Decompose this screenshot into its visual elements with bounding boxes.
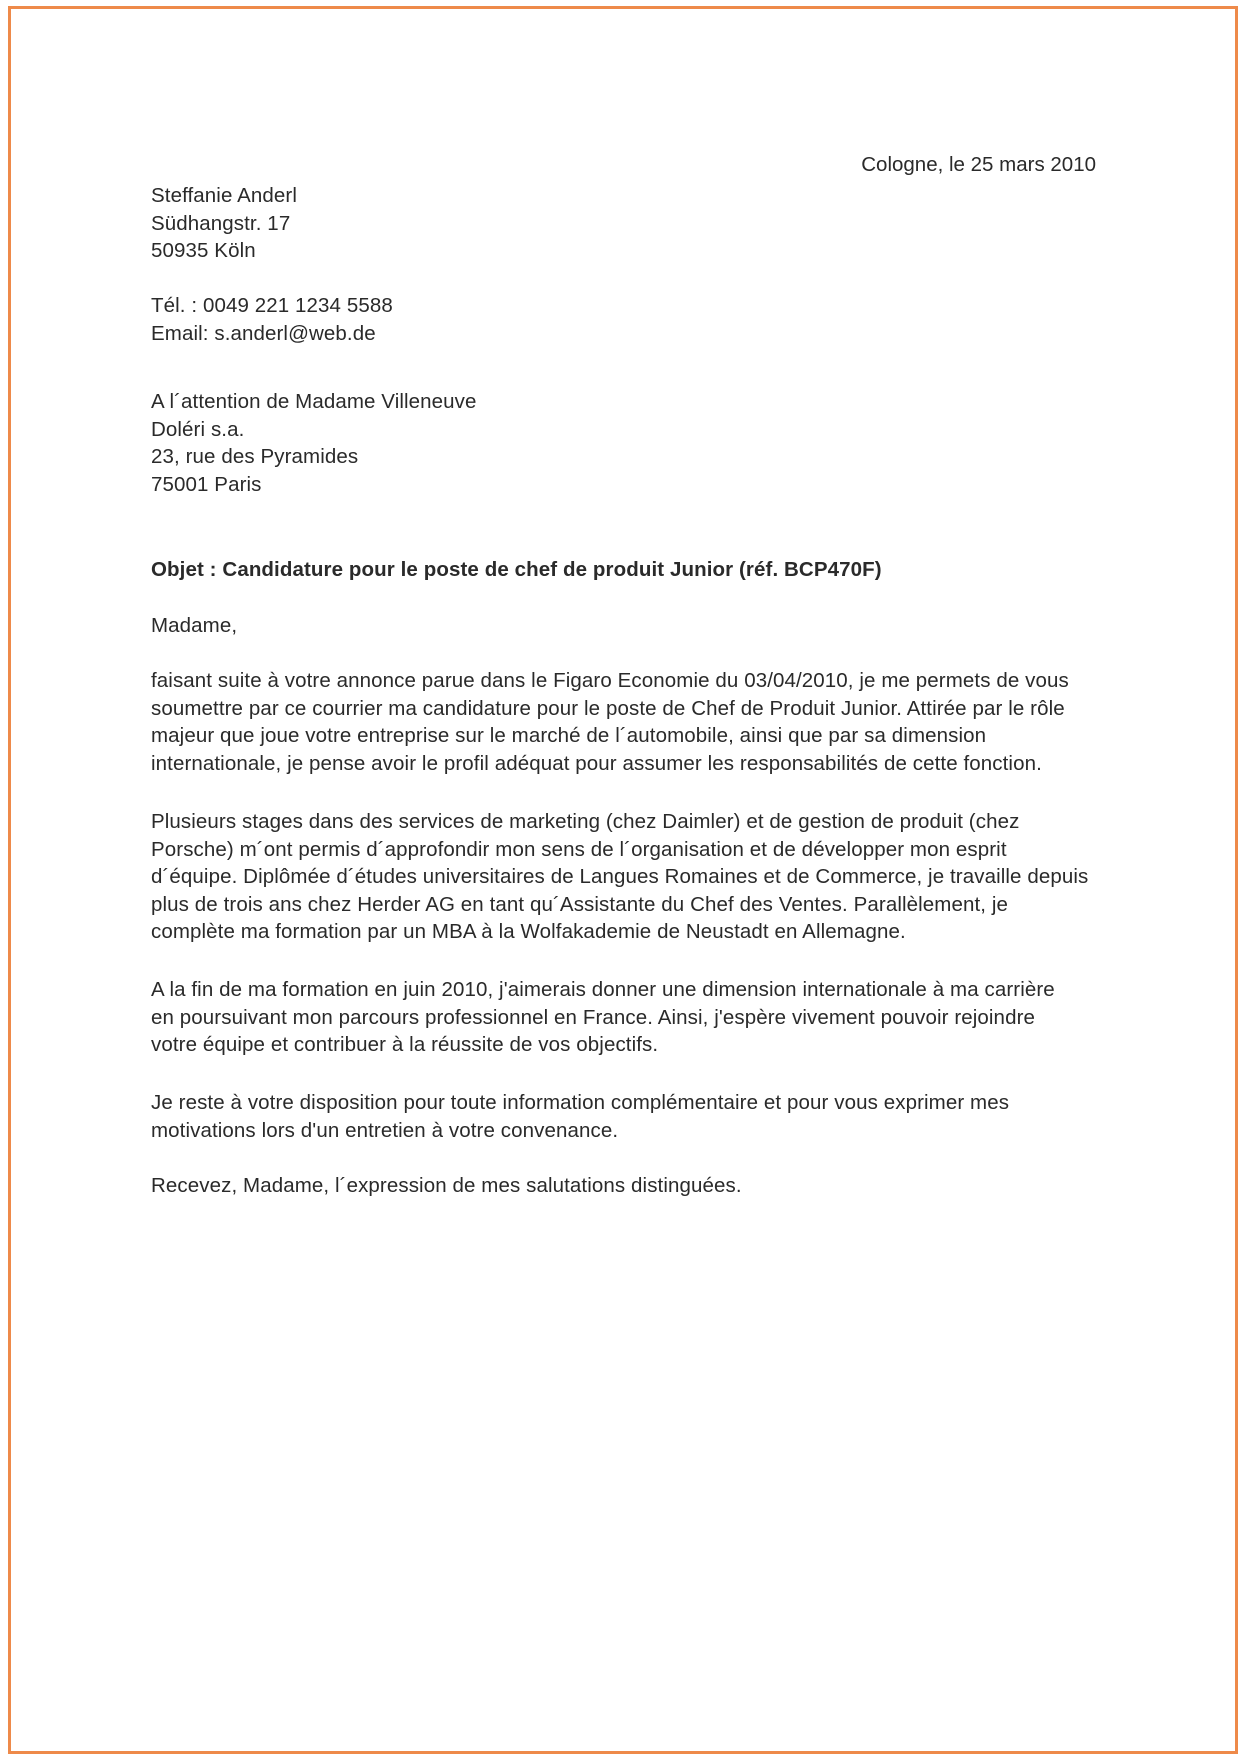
paragraph-line: Je reste à votre disposition pour toute information complémentaire et pour vous exprimer mes xyxy=(151,1091,1010,1114)
paragraph-line: en poursuivant mon parcours professionnel en France. Ainsi, j'espère vivement pouvoir rejoindre xyxy=(151,1005,1035,1029)
sender-phone: Tél. : 0049 221 1234 5588 xyxy=(151,294,393,317)
recipient-company: Doléri s.a. xyxy=(151,417,245,441)
sender-address xyxy=(151,182,1096,265)
paragraph-line: majeur que joue votre entreprise sur le marché de l´automobile, ainsi que par sa dimension xyxy=(151,724,987,747)
paragraph-line: soumettre par ce courrier ma candidature pour le poste de Chef de Produit Junior. Attirée par le rôle xyxy=(151,696,1065,720)
letter-subject: Objet : Candidature pour le poste de chef de produit Junior (réf. BCP470F) xyxy=(151,558,882,581)
sender-contact xyxy=(151,292,1096,347)
paragraph-line: A la fin de ma formation en juin 2010, j'aimerais donner une dimension internationale à ma carrière xyxy=(151,978,1055,1001)
recipient-street: 23, rue des Pyramides xyxy=(151,445,359,468)
paragraph-4 xyxy=(151,1089,1096,1144)
sender-city: 50935 Köln xyxy=(151,239,256,262)
recipient-address xyxy=(151,388,1096,498)
closing-paragraph xyxy=(151,1172,1096,1200)
paragraph-line: Plusieurs stages dans des services de marketing (chez Daimler) et de gestion de produit (chez xyxy=(151,810,1020,833)
recipient-city: 75001 Paris xyxy=(151,472,262,496)
recipient-attention: A l´attention de Madame Villeneuve xyxy=(151,390,477,413)
paragraph-2 xyxy=(151,808,1096,946)
letter-date: Cologne, le 25 mars 2010 xyxy=(861,153,1096,176)
sender-email: Email: s.anderl@web.de xyxy=(151,321,376,345)
paragraph-line: motivations lors d'un entretien à votre convenance. xyxy=(151,1118,619,1142)
paragraph-line: complète ma formation par un MBA à la Wolfakademie de Neustadt en Allemagne. xyxy=(151,920,906,943)
paragraph-line: votre équipe et contribuer à la réussite de vos objectifs. xyxy=(151,1033,659,1056)
paragraph-line: internationale, je pense avoir le profil adéquat pour assumer les responsabilités de cette fonction. xyxy=(151,751,1042,775)
sender-name: Steffanie Anderl xyxy=(151,184,297,207)
paragraph-1 xyxy=(151,667,1096,777)
paragraph-line: d´équipe. Diplômée d´études universitaires de Langues Romaines et de Commerce, je travaille depuis xyxy=(151,865,1089,888)
paragraph-line: Recevez, Madame, l´expression de mes salutations distinguées. xyxy=(151,1174,742,1197)
letter-salutation: Madame, xyxy=(151,614,238,637)
paragraph-line: Porsche) m´ont permis d´approfondir mon sens de l´organisation et de développer mon esprit xyxy=(151,837,1007,861)
paragraph-3 xyxy=(151,976,1096,1059)
paragraph-line: plus de trois ans chez Herder AG en tant qu´Assistante du Chef des Ventes. Parallèlement, je xyxy=(151,892,1009,916)
sender-street: Südhangstr. 17 xyxy=(151,211,291,235)
paragraph-line: faisant suite à votre annonce parue dans le Figaro Economie du 03/04/2010, je me permets de vous xyxy=(151,669,1069,692)
